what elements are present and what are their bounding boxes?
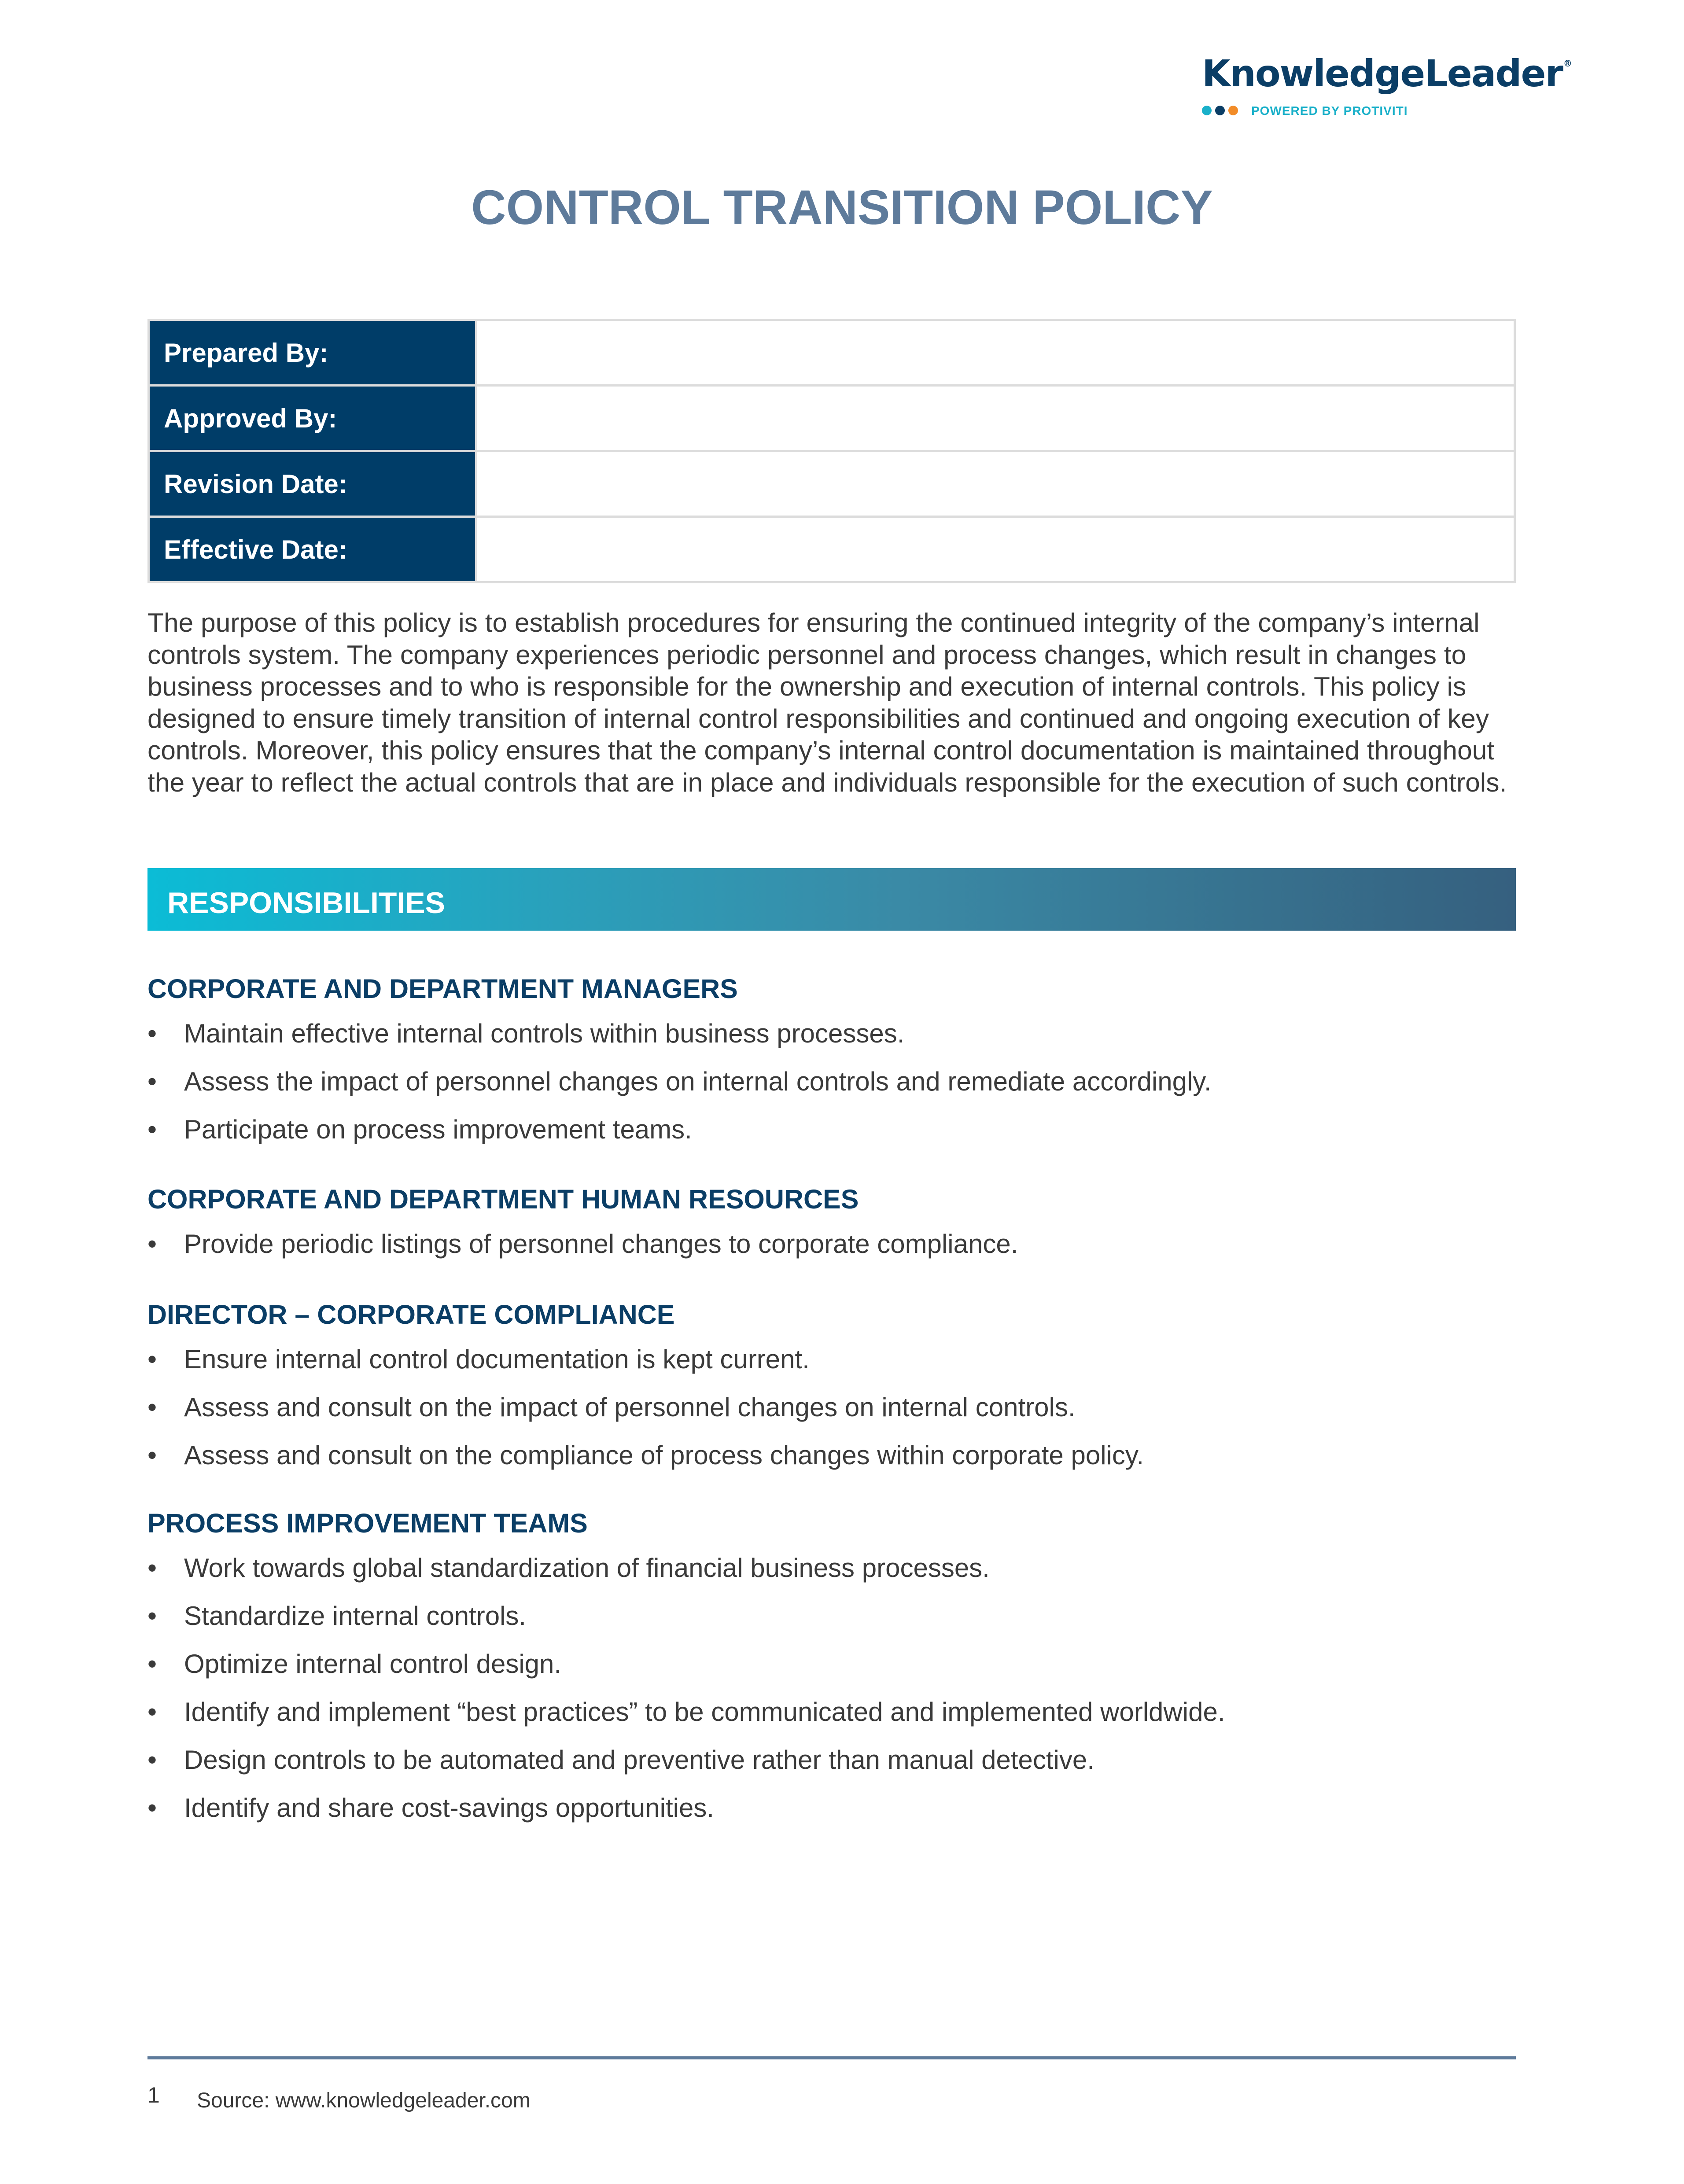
dot-teal-icon [1202, 106, 1212, 115]
approved-by-field[interactable] [476, 386, 1515, 451]
section-managers [147, 973, 1517, 1145]
list-item [147, 1228, 1517, 1260]
list-item [147, 1344, 1517, 1375]
knowledgeleader-logo [1202, 52, 1571, 127]
list-item [147, 1600, 1517, 1632]
list-item [147, 1552, 1517, 1584]
list-item-text: Ensure internal control documentation is kept current. [184, 1344, 810, 1374]
prepared-by-field[interactable] [476, 320, 1515, 386]
registered-mark: ® [1563, 58, 1571, 69]
bullet-list [147, 1228, 1517, 1260]
list-item [147, 1792, 1517, 1824]
bullet-icon: • [147, 1067, 157, 1096]
bullet-icon: • [147, 1344, 157, 1374]
banner-heading: RESPONSIBILITIES [167, 886, 445, 920]
bullet-icon: • [147, 1229, 157, 1259]
logo-tagline: POWERED BY PROTIVITI [1251, 104, 1408, 118]
list-item [147, 1696, 1517, 1728]
bullet-list [147, 1018, 1517, 1145]
list-item-text: Design controls to be automated and preventive rather than manual detective. [184, 1745, 1094, 1775]
bullet-list [147, 1552, 1517, 1824]
meta-row-prepared-by [149, 320, 1515, 386]
meta-row-effective-date [149, 517, 1515, 582]
bullet-icon: • [147, 1553, 157, 1583]
list-item-text: Optimize internal control design. [184, 1649, 562, 1679]
bullet-icon: • [147, 1745, 157, 1775]
bullet-icon: • [147, 1601, 157, 1631]
bullet-list [147, 1344, 1517, 1471]
intro-paragraph: The purpose of this policy is to establish procedures for ensuring the continued integrity of the company’s internal controls system. The company experiences periodic personnel and process changes, which result in changes to business processes and to who is responsible for the ownership and execution of internal controls. This policy is designed to ensure timely transition of internal control responsibilities and continued and ongoing execution of key controls. Moreover, this policy ensures that the company’s internal control documentation is maintained throughout the year to reflect the actual controls that are in place and individuals responsible for the execution of such controls. [147, 608, 1507, 797]
list-item-text: Identify and implement “best practices” to be communicated and implemented worldwide. [184, 1697, 1225, 1727]
list-item [147, 1744, 1517, 1776]
list-item-text: Standardize internal controls. [184, 1601, 527, 1631]
bullet-icon: • [147, 1019, 157, 1048]
list-item-text: Provide periodic listings of personnel changes to corporate compliance. [184, 1229, 1018, 1259]
bullet-icon: • [147, 1649, 157, 1679]
bullet-icon: • [147, 1440, 157, 1470]
effective-date-field[interactable] [476, 517, 1515, 582]
section-human-resources [147, 1183, 1517, 1260]
list-item [147, 1018, 1517, 1050]
meta-row-revision-date [149, 451, 1515, 517]
meta-label: Approved By: [149, 386, 476, 451]
document-meta-table [147, 319, 1516, 583]
logo-wordmark-text: KnowledgeLeader [1202, 52, 1562, 95]
list-item-text: Assess and consult on the compliance of process changes within corporate policy. [184, 1440, 1144, 1470]
bullet-icon: • [147, 1392, 157, 1422]
meta-label: Prepared By: [149, 320, 476, 386]
section-heading: CORPORATE AND DEPARTMENT HUMAN RESOURCES [147, 1184, 859, 1214]
logo-dots-icon [1202, 106, 1238, 115]
dot-orange-icon [1228, 106, 1238, 115]
list-item [147, 1392, 1517, 1423]
logo-wordmark [1202, 52, 1571, 95]
list-item [147, 1066, 1517, 1098]
section-heading: PROCESS IMPROVEMENT TEAMS [147, 1508, 588, 1538]
list-item [147, 1440, 1517, 1471]
revision-date-field[interactable] [476, 451, 1515, 517]
page-number: 1 [147, 2083, 160, 2107]
bullet-icon: • [147, 1115, 157, 1144]
responsibilities-banner [147, 868, 1516, 931]
section-heading: DIRECTOR – CORPORATE COMPLIANCE [147, 1300, 675, 1330]
bullet-icon: • [147, 1793, 157, 1823]
meta-label: Revision Date: [149, 451, 476, 517]
document-title: CONTROL TRANSITION POLICY [471, 180, 1213, 235]
footer-divider [147, 2056, 1516, 2059]
meta-label: Effective Date: [149, 517, 476, 582]
footer-source: Source: www.knowledgeleader.com [197, 2089, 531, 2112]
list-item-text: Identify and share cost-savings opportunities. [184, 1793, 715, 1823]
section-corporate-compliance [147, 1299, 1517, 1471]
list-item-text: Assess and consult on the impact of personnel changes on internal controls. [184, 1392, 1076, 1422]
list-item-text: Assess the impact of personnel changes on internal controls and remediate accordingly. [184, 1067, 1212, 1096]
list-item [147, 1114, 1517, 1145]
section-heading: CORPORATE AND DEPARTMENT MANAGERS [147, 974, 738, 1004]
section-process-improvement [147, 1507, 1517, 1824]
list-item-text: Participate on process improvement teams. [184, 1115, 692, 1144]
bullet-icon: • [147, 1697, 157, 1727]
list-item-text: Work towards global standardization of financial business processes. [184, 1553, 990, 1583]
list-item [147, 1648, 1517, 1680]
meta-row-approved-by [149, 386, 1515, 451]
list-item-text: Maintain effective internal controls within business processes. [184, 1019, 905, 1048]
dot-navy-icon [1215, 106, 1225, 115]
